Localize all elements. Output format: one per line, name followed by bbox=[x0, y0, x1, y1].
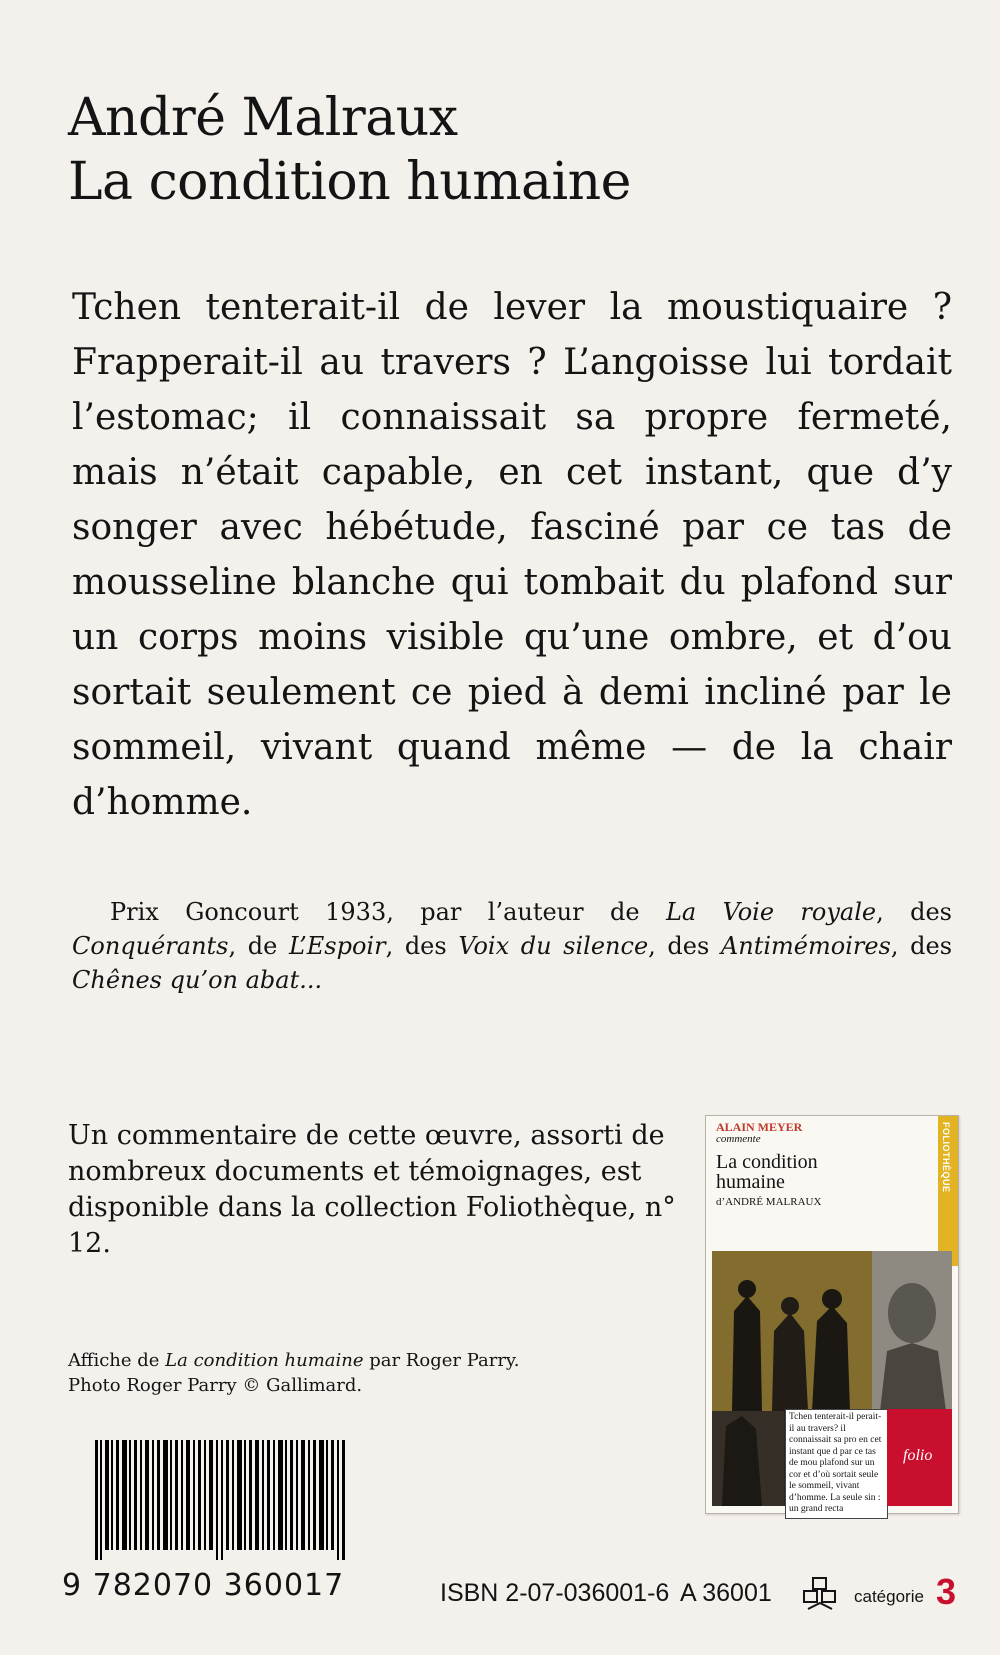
commentary-note: Un commentaire de cette œuvre, assorti de nombreux documents et témoignages, est disponible dans la collection Foliothèque, n° 12. bbox=[68, 1120, 676, 1259]
isbn-number: ISBN 2-07-036001-6 bbox=[440, 1579, 670, 1607]
excerpt-text: Tchen tenterait-il de lever la moustiquaire ? Frapperait-il au travers ? L’angoisse lui tordait l’estomac; il connaissait sa propre fermeté, mais n’était capable, en cet instant, que d’y songer avec hébétude, fasciné par ce tas de mousseline blanche qui tombait du plafond sur un corps moins visible qu’une ombre, et d’ou sortait seulement ce pied à demi incliné par le sommeil, vivant quand même — de la chair d’homme. bbox=[72, 287, 952, 823]
cover-credit bbox=[68, 1348, 519, 1398]
category-label: catégorie bbox=[854, 1587, 924, 1606]
book-author: André Malraux bbox=[68, 88, 458, 148]
work-voix-du-silence: Voix du silence bbox=[458, 932, 649, 960]
credit-line-1 bbox=[68, 1348, 519, 1373]
credit-prefix: Affiche de bbox=[68, 1350, 166, 1371]
prize-lead: Prix Goncourt 1933, par l’auteur de bbox=[110, 898, 666, 926]
credit-title: La condition humaine bbox=[165, 1350, 364, 1371]
work-espoir: L’Espoir bbox=[288, 932, 386, 960]
credit-line-2: Photo Roger Parry © Gallimard. bbox=[68, 1375, 363, 1396]
book-title: La condition humaine bbox=[68, 152, 631, 212]
work-voie-royale: La Voie royale bbox=[665, 898, 877, 926]
thumbnail-spine-label: FOLIOTHÈQUE bbox=[941, 1122, 951, 1193]
prize-sep: , des bbox=[385, 932, 459, 960]
thumbnail-excerpt: Tchen tenterait-il perait-il au travers? il connaissait sa pro en cet instant que d par ce tas de mou plafond sur un cor et d’où sortait seule le sommeil, vivant d’homme. La seule sin : un grand recta bbox=[785, 1409, 888, 1519]
thumbnail-title: La condition humaine bbox=[716, 1151, 818, 1193]
prize-note bbox=[72, 895, 952, 997]
foliotheque-thumbnail bbox=[705, 1115, 959, 1514]
prize-sep: , des bbox=[876, 898, 952, 926]
thumbnail-comment: commente bbox=[716, 1133, 761, 1145]
barcode bbox=[95, 1440, 350, 1560]
thumbnail-author: ALAIN MEYER bbox=[716, 1120, 803, 1134]
work-conquerants: Conquérants bbox=[72, 932, 229, 960]
folio-logo bbox=[887, 1409, 952, 1506]
folio-logo-text: folio bbox=[903, 1447, 933, 1464]
thumbnail-subtitle: d’ANDRÉ MALRAUX bbox=[716, 1196, 822, 1208]
work-antimemoires: Antimémoires bbox=[720, 932, 891, 960]
gallimard-logo-icon bbox=[800, 1575, 840, 1615]
credit-suffix: par Roger Parry. bbox=[363, 1350, 520, 1371]
barcode-digits: 9 782070 360017 bbox=[62, 1568, 345, 1603]
thumbnail-spine bbox=[938, 1116, 958, 1266]
work-chenes: Chênes qu’on abat... bbox=[72, 966, 323, 994]
catalog-code: A 36001 bbox=[680, 1579, 772, 1607]
category-number: 3 bbox=[936, 1571, 957, 1612]
prize-sep: , de bbox=[228, 932, 289, 960]
prize-sep: , des bbox=[890, 932, 953, 960]
prize-sep: , des bbox=[648, 932, 721, 960]
